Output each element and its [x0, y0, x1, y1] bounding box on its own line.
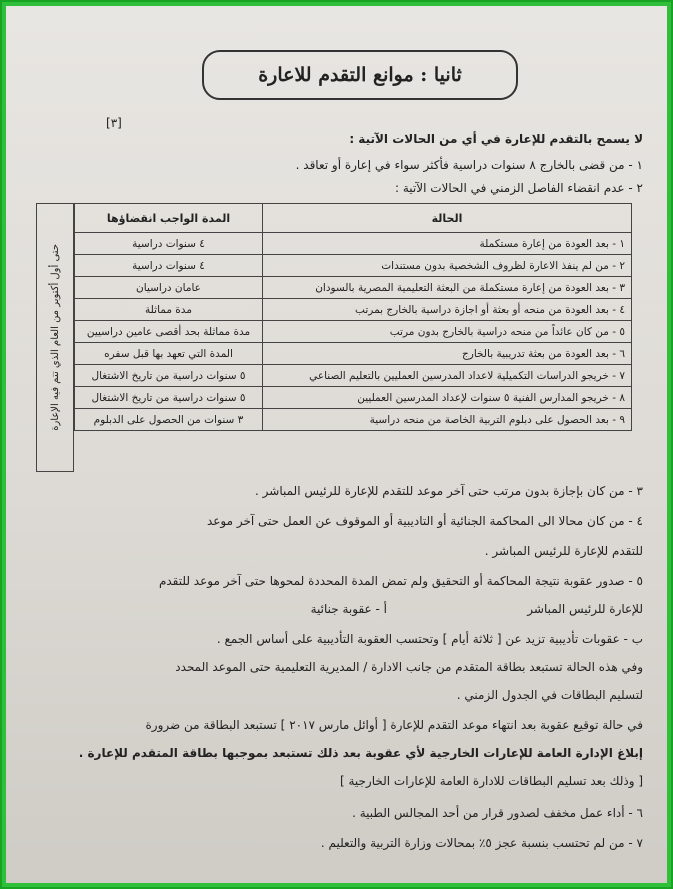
item-5-line-1: ٥ - صدور عقوبة نتيجة المحاكمة أو التحقيق ولم تمض المدة المحددة لمحوها حتى آخر موعد للتقدم: [158, 574, 643, 588]
table-side-note: حتى أول أكتوبر من العام الذي تتم فيه الإعارة: [36, 203, 74, 472]
row-case: ٦ - بعد العودة من بعثة تدريبية بالخارج: [263, 343, 632, 365]
item-5-a: أ - عقوبة جنائية: [310, 602, 387, 616]
row-duration: المدة التي تعهد بها قبل سفره: [75, 343, 263, 365]
row-case: ٥ - من كان عائداً من منحه دراسية بالخارج بدون مرتب: [263, 321, 632, 343]
table-row: [75, 255, 632, 277]
table-row: [75, 387, 632, 409]
item-7: ٧ - من لم تحتسب بنسبة عجز ٥٪ بمحالات وزارة التربية والتعليم .: [320, 836, 643, 850]
item-4-line-2: للتقدم للإعارة للرئيس المباشر .: [484, 544, 643, 558]
row-case: ٣ - بعد العودة من إعارة مستكملة من البعثة التعليمية المصرية بالسودان: [263, 277, 632, 299]
item-5-b-line-3: لتسليم البطاقات في الجدول الزمني .: [456, 688, 643, 702]
table-row: [75, 365, 632, 387]
row-case: ١ - بعد العودة من إعارة مستكملة: [263, 233, 632, 255]
row-duration: ٥ سنوات دراسية من تاريخ الاشتغال: [75, 387, 263, 409]
row-duration: مدة مماثلة بحد أقصى عامين دراسيين: [75, 321, 263, 343]
page-title: ثانيا : موانع التقدم للاعارة: [202, 50, 518, 100]
table-row: [75, 409, 632, 431]
table-row: [75, 277, 632, 299]
table-row: [75, 299, 632, 321]
row-case: ٨ - خريجو المدارس الفنية ٥ سنوات لإعداد المدرسين العمليين: [263, 387, 632, 409]
table-row: [75, 343, 632, 365]
item-4-line-1: ٤ - من كان محالا الى المحاكمة الجنائية أو التاديبية أو الموقوف عن العمل حتى آخر موعد: [206, 514, 643, 528]
row-case: ٧ - خريجو الدراسات التكميلية لاعداد المدرسين العمليين بالتعليم الصناعي: [263, 365, 632, 387]
item-2: ٢ - عدم انقضاء الفاصل الزمني في الحالات الآتية :: [395, 181, 643, 195]
row-case: ٩ - بعد الحصول على دبلوم التربية الخاصة من منحه دراسية: [263, 409, 632, 431]
document-page: [6, 6, 667, 883]
item-3: ٣ - من كان بإجازة بدون مرتب حتى آخر موعد للتقدم للإعارة للرئيس المباشر .: [255, 484, 643, 498]
note-line-2: إبلاغ الإدارة العامة للإعارات الخارجية لأي عقوبة بعد ذلك تستبعد بموجبها بطاقة المتقدم للإعارة .: [78, 746, 643, 760]
header-case: الحالة: [263, 204, 632, 233]
page-number: [٣]: [106, 116, 122, 130]
row-duration: ٥ سنوات دراسية من تاريخ الاشتغال: [75, 365, 263, 387]
row-case: ٢ - من لم ينفذ الاعارة لظروف الشخصية بدون مستندات: [263, 255, 632, 277]
row-duration: ٤ سنوات دراسية: [75, 255, 263, 277]
header-duration: المدة الواجب انقضاؤها: [75, 204, 263, 233]
row-case: ٤ - بعد العودة من منحه أو بعثة أو اجازة دراسية بالخارج بمرتب: [263, 299, 632, 321]
item-5-line-2: للإعارة للرئيس المباشر: [527, 602, 643, 616]
row-duration: مدة مماثلة: [75, 299, 263, 321]
item-1: ١ - من قضى بالخارج ٨ سنوات دراسية فأكثر سواء في إعارة أو تعاقد .: [295, 158, 643, 172]
item-5-b-line-2: وفي هذه الحالة تستبعد بطاقة المتقدم من جانب الادارة / المديرية التعليمية حتى الموعد المحدد: [175, 660, 643, 674]
row-duration: عامان دراسيان: [75, 277, 263, 299]
note-line-1: في حالة توقيع عقوبة بعد انتهاء موعد التقدم للإعارة [ أوائل مارس ٢٠١٧ ] تستبعد البطاقة من ضرورة: [145, 718, 643, 732]
intro-text: لا يسمح بالتقدم للإعارة في أي من الحالات الآتية :: [349, 132, 643, 146]
row-duration: ٣ سنوات من الحصول على الدبلوم: [75, 409, 263, 431]
note-line-3: [ وذلك بعد تسليم البطاقات للادارة العامة للإعارات الخارجية ]: [339, 774, 643, 788]
row-duration: ٤ سنوات دراسية: [75, 233, 263, 255]
table-row: [75, 233, 632, 255]
item-6: ٦ - أداء عمل مخفف لصدور قرار من أحد المجالس الطبية .: [352, 806, 643, 820]
interval-table: [74, 203, 632, 431]
table-header-row: [75, 204, 632, 233]
table-row: [75, 321, 632, 343]
item-5-b: ب - عقوبات تأديبية تزيد عن [ ثلاثة أيام ] وتحتسب العقوبة التأديبية على أساس الجمع .: [216, 632, 643, 646]
